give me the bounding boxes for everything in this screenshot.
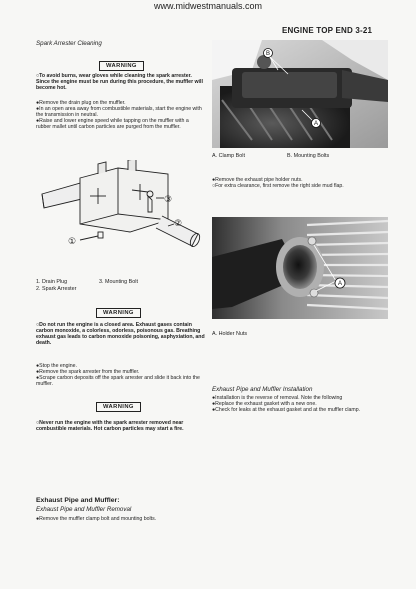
step: ●Remove the spark arrester from the muffler.	[36, 369, 140, 376]
step: ●Scrape carbon deposits off the spark arrester and slide it back into the muffler.	[36, 375, 200, 388]
warning-box-1: WARNING	[99, 61, 144, 71]
legend-mounting-bolt: 3. Mounting Bolt	[99, 279, 138, 285]
holder-nuts-photo	[212, 217, 388, 319]
warning-text-1: ○To avoid burns, wear gloves while cleaning the spark arrester. Since the engine must be run during this procedure, the muffler will become hot.	[36, 73, 203, 92]
callout-2: ②	[174, 219, 183, 229]
muffler-illustration	[40, 160, 205, 272]
step: ●In an open area away from combustible materials, start the engine with the transmission in neutral.	[36, 106, 202, 119]
photo1-label-b: B	[265, 51, 271, 57]
exhaust-removal-subheading: Exhaust Pipe and Muffler Removal	[36, 506, 132, 513]
step: ●Raise and lower engine speed while tapping on the muffler with a rubber mallet until carbon particles are purged from the muffler.	[36, 118, 189, 131]
step: ●Remove the drain plug on the muffler.	[36, 100, 126, 106]
caption-clamp-bolt: A. Clamp Bolt	[212, 153, 245, 159]
warning-box-2: WARNING	[96, 308, 141, 318]
callout-1: ①	[68, 237, 77, 247]
step: ●Stop the engine.	[36, 363, 77, 369]
installation-heading: Exhaust Pipe and Muffler Installation	[212, 386, 313, 393]
exhaust-heading: Exhaust Pipe and Muffler:	[36, 497, 120, 504]
step: ●Installation is the reverse of removal. Note the following	[212, 395, 343, 401]
section-title-spark-arrester: Spark Arrester Cleaning	[36, 40, 102, 47]
step: ○For extra clearance, first remove the right side mud flap.	[212, 183, 344, 190]
warning-box-3: WARNING	[96, 402, 141, 412]
exhaust-step: ●Remove the muffler clamp bolt and mounting bolts.	[36, 516, 157, 522]
step-list-install	[212, 395, 382, 413]
step: ●Remove the exhaust pipe holder nuts.	[212, 177, 303, 183]
callout-3: ③	[164, 195, 173, 205]
step-list-2	[36, 363, 206, 387]
step-list-right-1	[212, 177, 382, 189]
step: ●Replace the exhaust gasket with a new one.	[212, 401, 317, 408]
photo1-label-a: A	[313, 121, 319, 127]
warning-text-3: ○Never run the engine with the spark arrester removed near combustible materials. Hot carbon particles may start a fire.	[36, 420, 184, 433]
site-url: www.midwestmanuals.com	[153, 1, 263, 11]
caption-holder-nuts: A. Holder Nuts	[212, 331, 248, 337]
legend-spark-arrester: 2. Spark Arrester	[36, 286, 77, 292]
photo2-label-a: A	[337, 281, 343, 287]
legend-drain-plug: 1. Drain Plug	[36, 279, 68, 285]
page-header: ENGINE TOP END 3-21	[282, 26, 373, 35]
step-list-1	[36, 100, 204, 130]
clamp-bolt-photo	[212, 40, 388, 148]
warning-text-2: ○Do not run the engine is a closed area. Exhaust gases contain carbon monoxide, a colorless, odorless, poisonous gas. Breathing exhaust gas leads to carbon monoxide poisoning, asphyxiation, and death.	[36, 322, 205, 347]
caption-mounting-bolts: B. Mounting Bolts	[287, 153, 330, 159]
step: ●Check for leaks at the exhaust gasket and at the muffler clamp.	[212, 407, 361, 414]
